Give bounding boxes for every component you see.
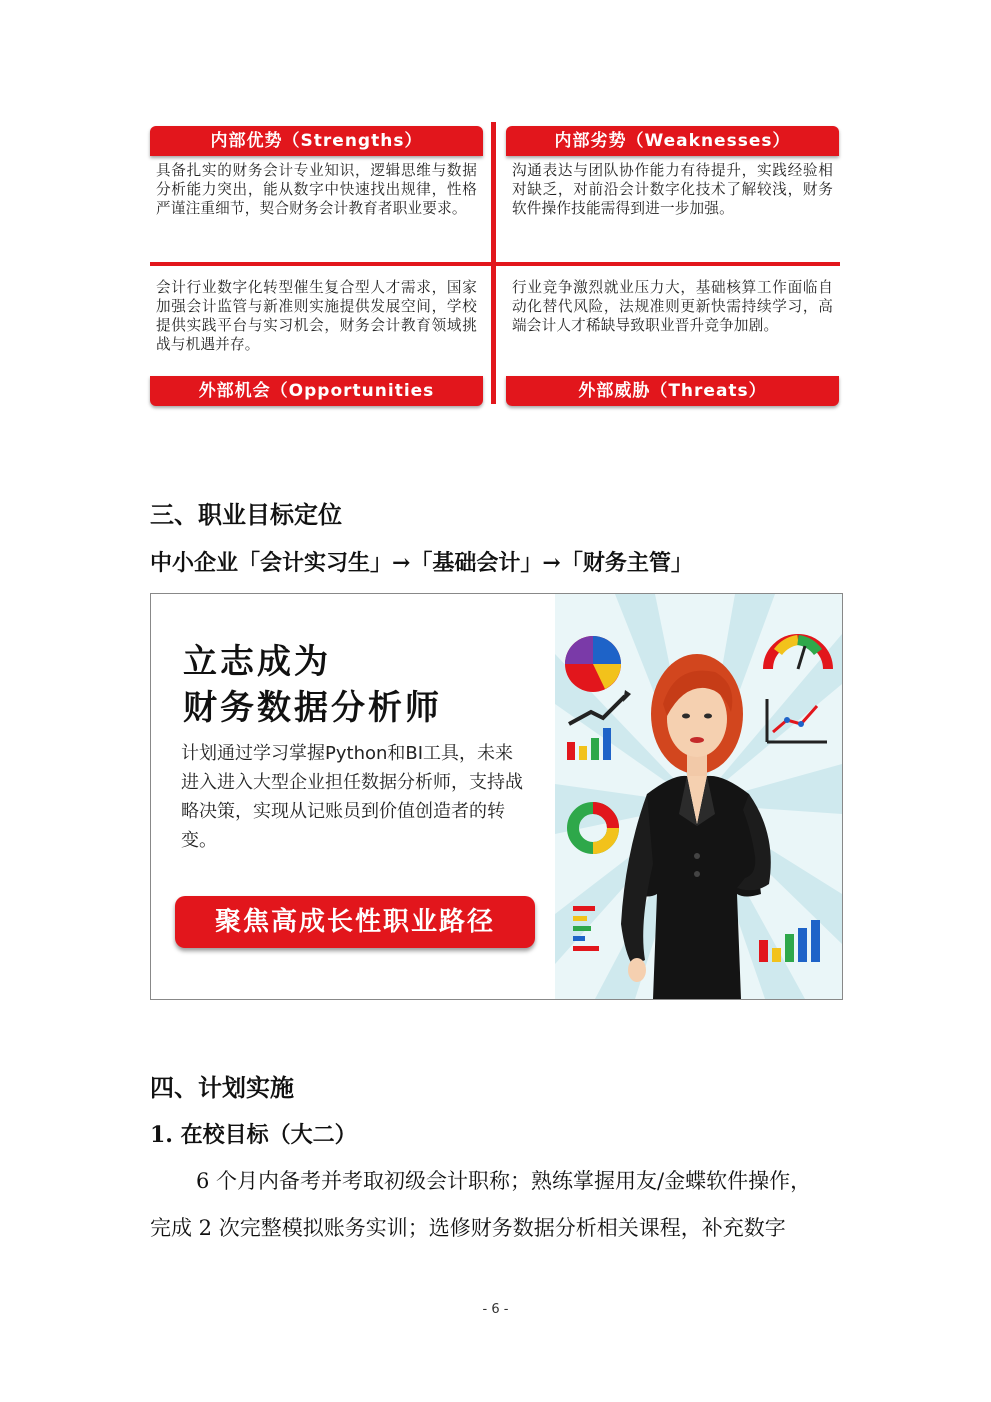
page-number: - 6 - <box>482 1302 509 1317</box>
swot-strengths <box>150 126 483 218</box>
plan-paragraph-line1: 6 个月内备考并考取初级会计职称；熟练掌握用友/金蝶软件操作， <box>196 1169 812 1193</box>
banner-title-line1: 立志成为 <box>183 642 331 682</box>
banner-description: 计划通过学习掌握Python和BI工具，未来进入进入大型企业担任数据分析师，支持战略决策，实现从记账员到价值创造者的转变。 <box>181 743 523 851</box>
section3-heading: 三、职业目标定位 <box>150 500 342 529</box>
banner-illustration <box>555 594 842 999</box>
analyst-illustration <box>555 594 842 999</box>
donut-chart-icon <box>573 808 613 848</box>
banner-title-line2: 财务数据分析师 <box>183 688 442 728</box>
section4-subheading: 1. 在校目标（大二） <box>150 1122 357 1148</box>
strengths-title: 内部优势（Strengths） <box>150 126 483 156</box>
threats-text: 行业竞争激烈就业压力大，基础核算工作面临自动化替代风险，法规准则更新快需持续学习，高端会计人才稀缺导致职业晋升竞争加剧。 <box>512 279 833 334</box>
weaknesses-text: 沟通表达与团队协作能力有待提升，实践经验相对缺乏，对前沿会计数字化技术了解较浅，财务软件操作技能需得到进一步加强。 <box>512 162 833 217</box>
opportunities-text: 会计行业数字化转型催生复合型人才需求，国家加强会计监管与新准则实施提供发展空间，学校提供实践平台与实习机会，财务会计教育领域挑战与机遇并存。 <box>156 279 477 353</box>
pie-chart-icon <box>565 636 621 692</box>
swot-opportunities <box>150 278 483 406</box>
swot-matrix <box>150 122 840 404</box>
swot-weaknesses <box>506 126 839 218</box>
career-goal-banner <box>150 593 843 1000</box>
opportunities-title: 外部机会（Opportunities <box>150 376 483 406</box>
strengths-text: 具备扎实的财务会计专业知识，逻辑思维与数据分析能力突出，能从数字中快速找出规律，性格严谨注重细节，契合财务会计教育者职业要求。 <box>156 162 477 217</box>
section4-heading: 四、计划实施 <box>150 1073 294 1102</box>
swot-threats <box>506 278 839 406</box>
banner-text-panel <box>151 594 555 999</box>
swot-horizontal-divider <box>150 262 840 266</box>
career-path: 中小企业「会计实习生」→「基础会计」→「财务主管」 <box>150 550 693 576</box>
banner-highlight-button: 聚焦高成长性职业路径 <box>175 896 535 948</box>
plan-paragraph-line2: 完成 2 次完整模拟账务实训；选修财务数据分析相关课程，补充数字 <box>150 1216 786 1240</box>
weaknesses-title: 内部劣势（Weaknesses） <box>506 126 839 156</box>
threats-title: 外部威胁（Threats） <box>506 376 839 406</box>
